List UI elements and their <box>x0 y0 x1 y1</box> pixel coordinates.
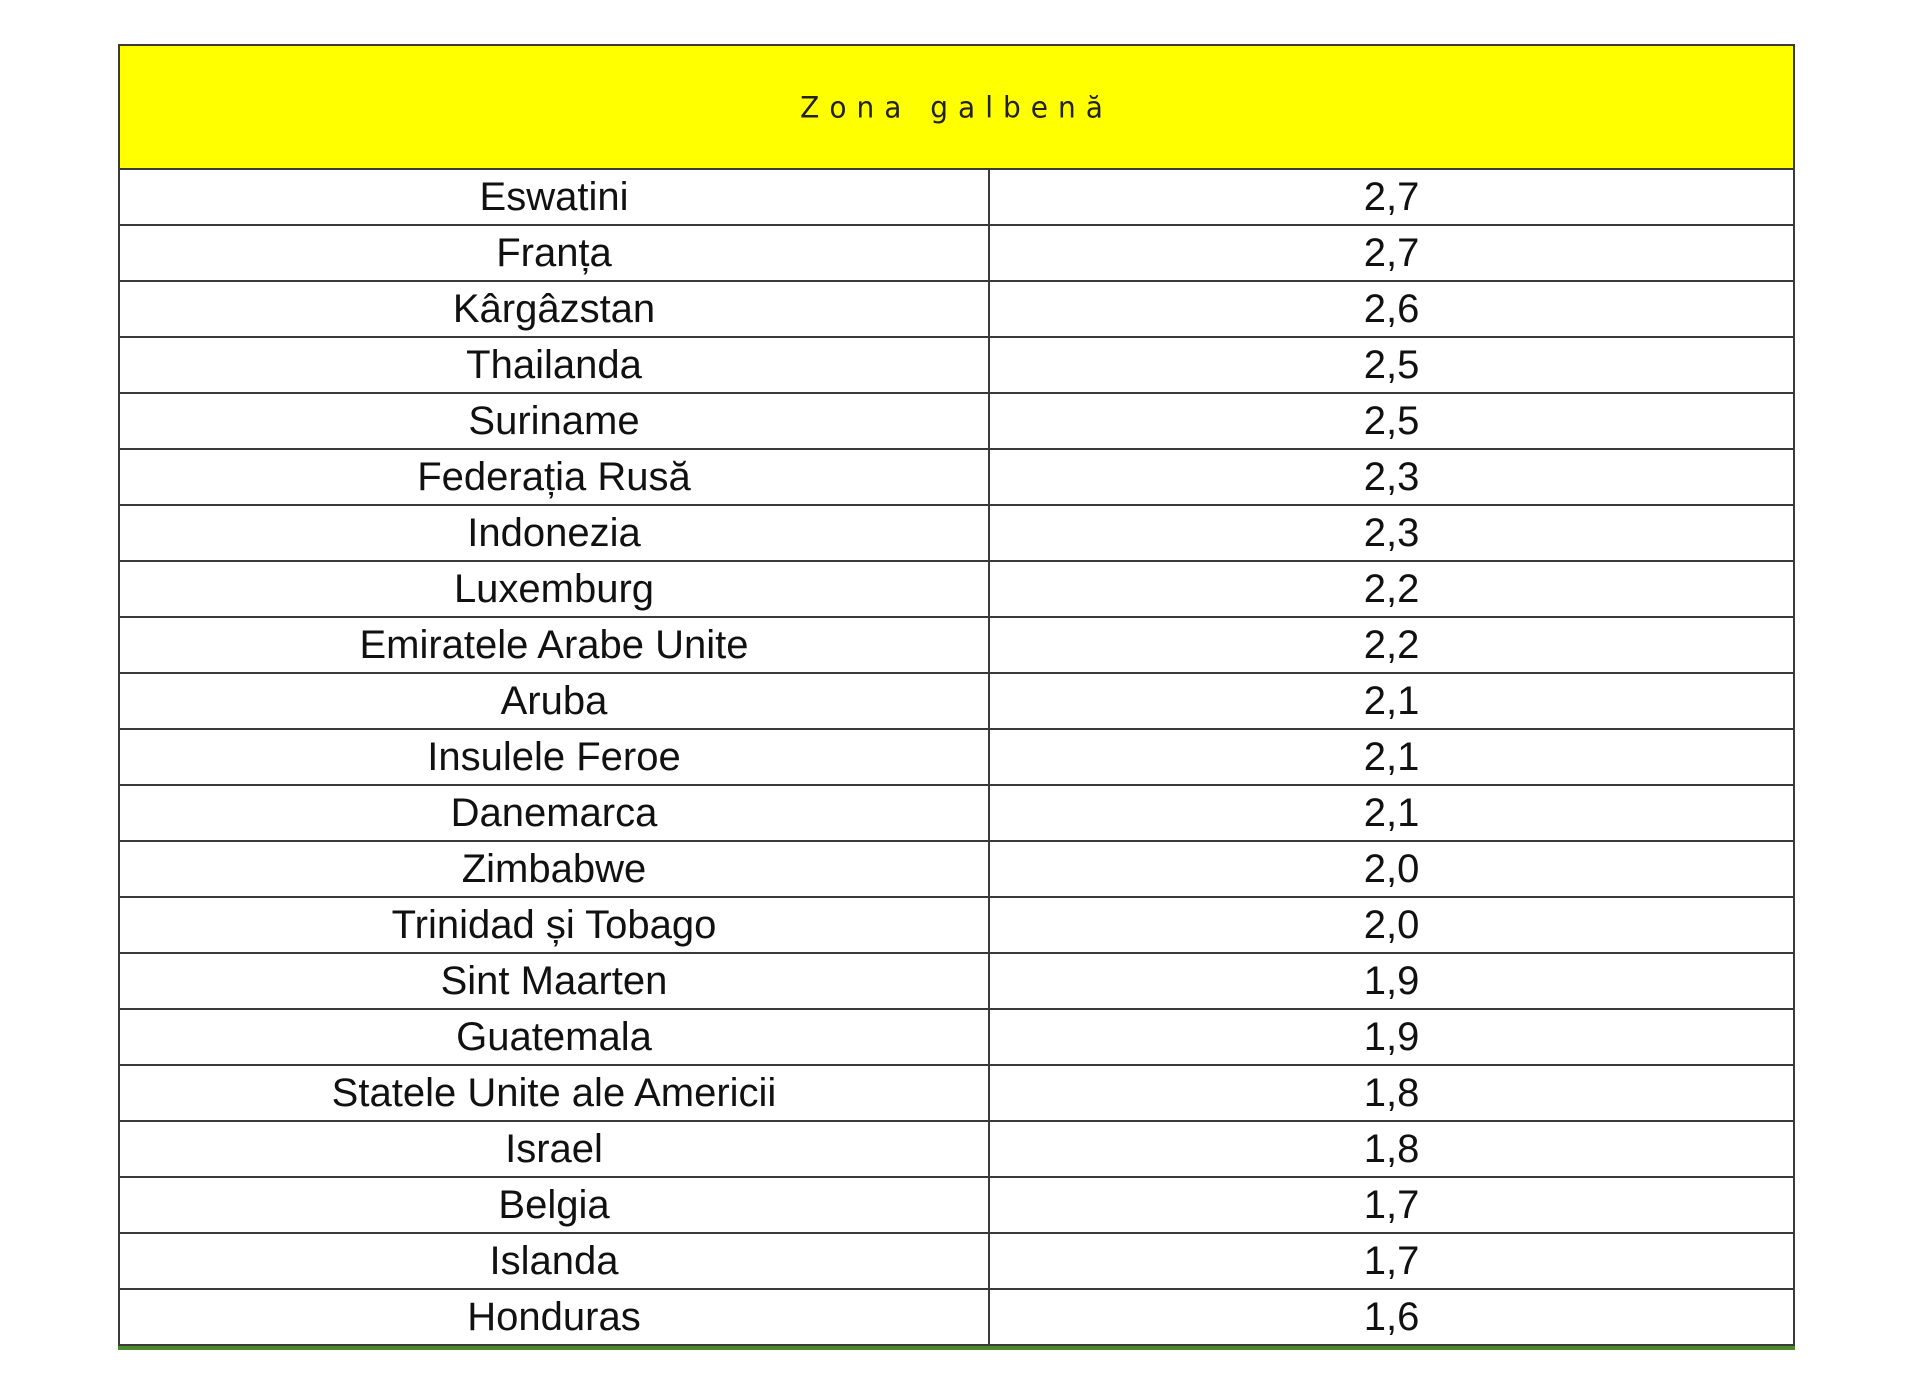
value-cell: 2,1 <box>989 729 1794 785</box>
country-cell: Federația Rusă <box>119 449 989 505</box>
table-row <box>119 393 1794 449</box>
table-row <box>119 1009 1794 1065</box>
table-row <box>119 1177 1794 1233</box>
value-cell: 1,7 <box>989 1177 1794 1233</box>
table-row <box>119 1233 1794 1289</box>
country-cell: Zimbabwe <box>119 841 989 897</box>
value-cell: 2,5 <box>989 337 1794 393</box>
table-row <box>119 505 1794 561</box>
value-cell: 1,8 <box>989 1065 1794 1121</box>
country-cell: Belgia <box>119 1177 989 1233</box>
country-cell: Honduras <box>119 1289 989 1345</box>
value-cell: 2,3 <box>989 505 1794 561</box>
country-cell: Indonezia <box>119 505 989 561</box>
country-cell: Sint Maarten <box>119 953 989 1009</box>
country-cell: Luxemburg <box>119 561 989 617</box>
table-header-row <box>119 45 1794 169</box>
table-row <box>119 1289 1794 1345</box>
value-cell: 2,2 <box>989 617 1794 673</box>
value-cell: 1,7 <box>989 1233 1794 1289</box>
country-cell: Franța <box>119 225 989 281</box>
country-cell: Eswatini <box>119 169 989 225</box>
value-cell: 1,6 <box>989 1289 1794 1345</box>
value-cell: 2,7 <box>989 169 1794 225</box>
country-cell: Islanda <box>119 1233 989 1289</box>
country-cell: Israel <box>119 1121 989 1177</box>
value-cell: 1,8 <box>989 1121 1794 1177</box>
bottom-border-line <box>118 1346 1795 1350</box>
table-row <box>119 617 1794 673</box>
table-row <box>119 225 1794 281</box>
country-cell: Thailanda <box>119 337 989 393</box>
table-row <box>119 841 1794 897</box>
country-cell: Guatemala <box>119 1009 989 1065</box>
table-row <box>119 953 1794 1009</box>
table-row <box>119 169 1794 225</box>
value-cell: 2,0 <box>989 841 1794 897</box>
table-row <box>119 337 1794 393</box>
country-cell: Emiratele Arabe Unite <box>119 617 989 673</box>
table-row <box>119 785 1794 841</box>
yellow-zone-table <box>118 44 1795 1346</box>
table-row <box>119 897 1794 953</box>
table-row <box>119 1065 1794 1121</box>
table-row <box>119 449 1794 505</box>
table-row <box>119 673 1794 729</box>
table-row <box>119 561 1794 617</box>
value-cell: 2,3 <box>989 449 1794 505</box>
table-row <box>119 1121 1794 1177</box>
value-cell: 2,7 <box>989 225 1794 281</box>
value-cell: 2,0 <box>989 897 1794 953</box>
country-cell: Aruba <box>119 673 989 729</box>
value-cell: 2,6 <box>989 281 1794 337</box>
table-row <box>119 729 1794 785</box>
country-cell: Trinidad și Tobago <box>119 897 989 953</box>
value-cell: 2,1 <box>989 785 1794 841</box>
value-cell: 1,9 <box>989 1009 1794 1065</box>
country-cell: Suriname <box>119 393 989 449</box>
country-cell: Insulele Feroe <box>119 729 989 785</box>
value-cell: 2,5 <box>989 393 1794 449</box>
value-cell: 2,1 <box>989 673 1794 729</box>
country-cell: Statele Unite ale Americii <box>119 1065 989 1121</box>
value-cell: 1,9 <box>989 953 1794 1009</box>
value-cell: 2,2 <box>989 561 1794 617</box>
table-row <box>119 281 1794 337</box>
table-body <box>119 169 1794 1345</box>
table-title-cell <box>119 45 1794 169</box>
country-cell: Kârgâzstan <box>119 281 989 337</box>
country-cell: Danemarca <box>119 785 989 841</box>
table-title: Zona galbenă <box>800 89 1113 125</box>
